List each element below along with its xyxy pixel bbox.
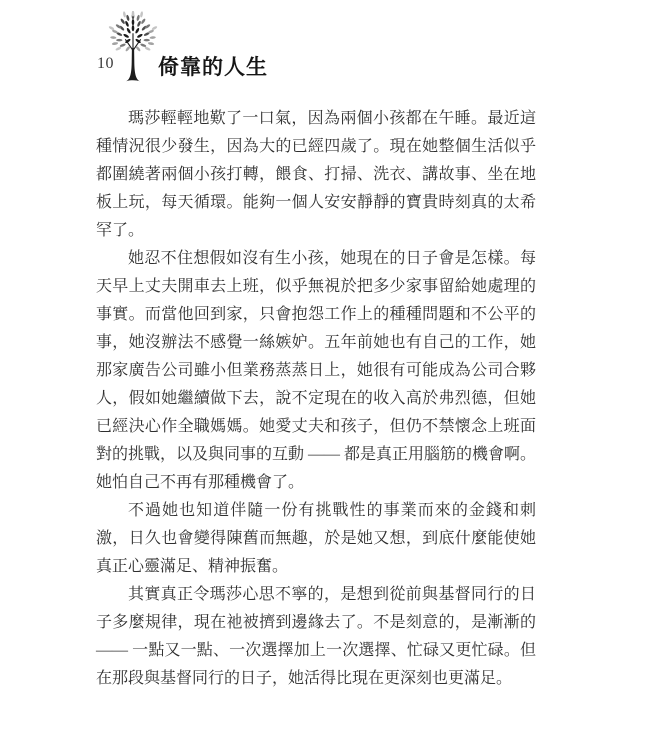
text-line: 罕了。	[96, 222, 145, 239]
text-line: 真正心靈滿足、精神振奮。	[96, 558, 289, 575]
text-line: 人，假如她繼續做下去，說不定現在的收入高於弗烈德，但她	[96, 390, 536, 407]
text-line: 已經決心作全職媽媽。她愛丈夫和孩子，但仍不禁懷念上班面	[96, 418, 536, 435]
text-line: 在那段與基督同行的日子，她活得比現在更深刻也更滿足。	[96, 670, 513, 687]
text-line: 都圍繞著兩個小孩打轉，餵食、打掃、洗衣、講故事、坐在地	[96, 166, 536, 183]
text-line: 對的挑戰，以及與同事的互動 —— 都是真正用腦筋的機會啊。	[96, 446, 537, 463]
text-line: 種情況很少發生，因為大的已經四歲了。現在她整個生活似乎	[96, 138, 536, 155]
book-title: 倚靠的人生	[158, 55, 268, 79]
text-line: 板上玩，每天循環。能夠一個人安安靜靜的寶貴時刻真的太希	[96, 194, 536, 211]
text-line: 事，她沒辦法不感覺一絲嫉妒。五年前她也有自己的工作，她	[96, 334, 536, 351]
page-number: 10	[97, 55, 114, 72]
text-line: 瑪莎輕輕地歎了一口氣，因為兩個小孩都在午睡。最近這	[128, 110, 536, 127]
text-line: —— 一點又一點、一次選擇加上一次選擇、忙碌又更忙碌。但	[96, 642, 536, 659]
text-line: 激，日久也會變得陳舊而無趣，於是她又想，到底什麼能使她	[96, 530, 536, 547]
page-header	[0, 0, 650, 95]
tree-logo-icon	[106, 11, 160, 83]
text-line: 那家廣告公司雖小但業務蒸蒸日上，她很有可能成為公司合夥	[96, 362, 536, 379]
text-line: 其實真正令瑪莎心思不寧的，是想到從前與基督同行的日	[128, 586, 536, 603]
text-line: 天早上丈夫開車去上班，似乎無視於把多少家事留給她處理的	[96, 278, 536, 295]
text-line: 不過她也知道伴隨一份有挑戰性的事業而來的金錢和刺	[128, 502, 536, 519]
text-line: 事實。而當他回到家，只會抱怨工作上的種種問題和不公平的	[96, 306, 536, 323]
text-line: 她怕自己不再有那種機會了。	[96, 474, 305, 491]
text-line: 子多麼規律，現在祂被擠到邊緣去了。不是刻意的，是漸漸的	[96, 614, 536, 631]
body-text	[96, 105, 536, 693]
text-line: 她忍不住想假如沒有生小孩，她現在的日子會是怎樣。每	[128, 250, 536, 267]
